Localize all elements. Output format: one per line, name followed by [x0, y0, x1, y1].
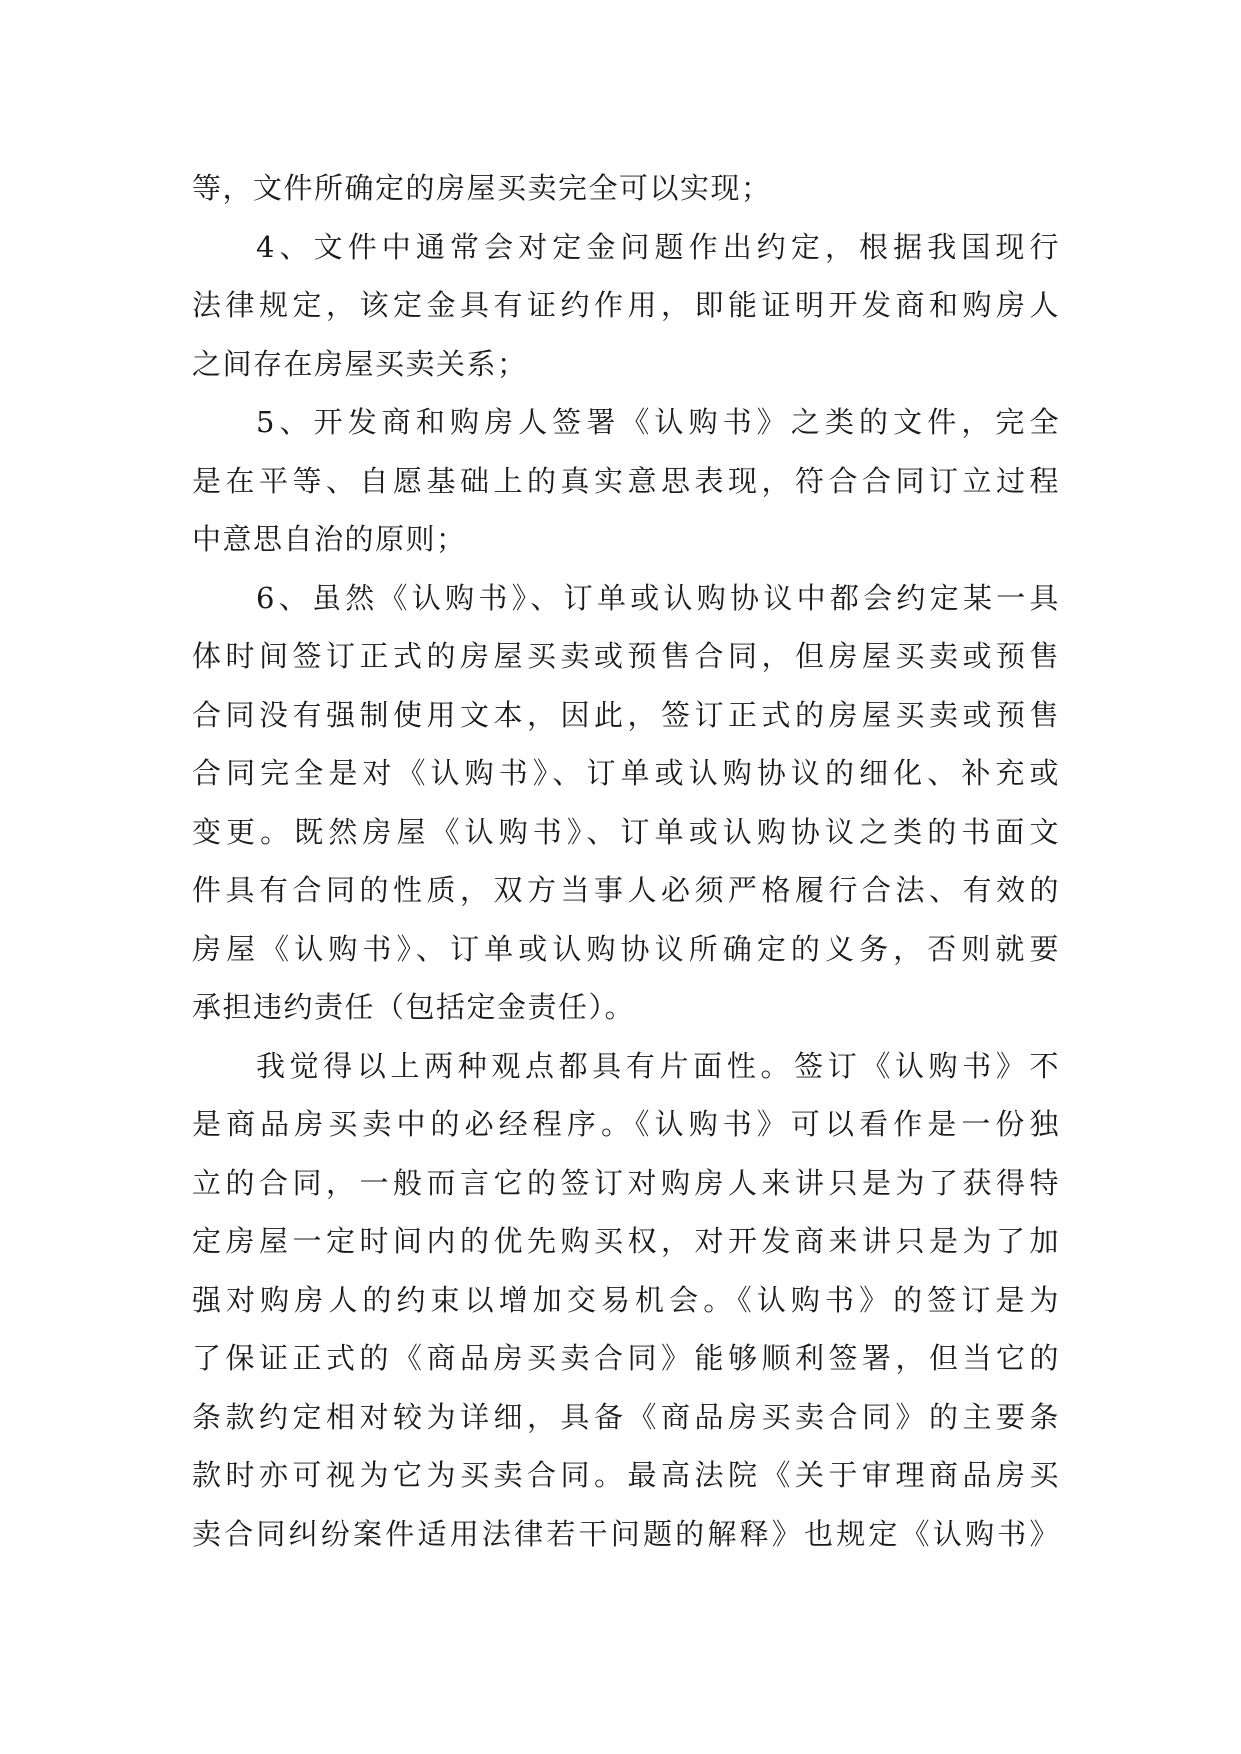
- text-line: 变更。既然房屋《认购书》、订单或认购协议之类的书面文: [192, 814, 1060, 849]
- text-line: 定房屋一定时间内的优先购买权，对开发商来讲只是为了加: [192, 1224, 1060, 1258]
- text-line: 件具有合同的性质，双方当事人必须严格履行合法、有效的: [192, 873, 1060, 907]
- text-line: 之间存在房屋买卖关系；: [192, 346, 528, 381]
- text-line: 强对购房人的约束以增加交易机会。《认购书》的签订是为: [192, 1282, 1060, 1317]
- text-line: 卖合同纠纷案件适用法律若干问题的解释》也规定《认购书》: [192, 1516, 1060, 1551]
- text-line: 体时间签订正式的房屋买卖或预售合同，但房屋买卖或预售: [192, 639, 1060, 673]
- text-line: 款时亦可视为它为买卖合同。最高法院《关于审理商品房买: [192, 1458, 1060, 1492]
- text-line: 6、虽然《认购书》、订单或认购协议中都会约定某一具: [256, 580, 1060, 615]
- text-line: 承担违约责任（包括定金责任）。: [192, 990, 636, 1024]
- text-line: 法律规定，该定金具有证约作用，即能证明开发商和购房人: [192, 288, 1060, 322]
- text-line: 是商品房买卖中的必经程序。《认购书》可以看作是一份独: [192, 1107, 1060, 1141]
- text-line: 立的合同，一般而言它的签订对购房人来讲只是为了获得特: [192, 1165, 1060, 1200]
- text-line: 等，文件所确定的房屋买卖完全可以实现；: [192, 171, 772, 205]
- text-line: 条款约定相对较为详细，具备《商品房买卖合同》的主要条: [192, 1399, 1060, 1434]
- text-line: 是在平等、自愿基础上的真实意思表现，符合合同订立过程: [192, 463, 1060, 498]
- text-line: 房屋《认购书》、订单或认购协议所确定的义务，否则就要: [192, 931, 1060, 966]
- text-line: 中意思自治的原则；: [192, 522, 467, 556]
- text-line: 5、开发商和购房人签署《认购书》之类的文件，完全: [256, 405, 1060, 439]
- text-line: 合同没有强制使用文本，因此，签订正式的房屋买卖或预售: [192, 697, 1060, 732]
- text-line: 我觉得以上两种观点都具有片面性。签订《认购书》不: [256, 1048, 1060, 1083]
- text-line: 合同完全是对《认购书》、订单或认购协议的细化、补充或: [192, 756, 1060, 790]
- text-line: 4、文件中通常会对定金问题作出约定，根据我国现行: [256, 229, 1060, 264]
- text-line: 了保证正式的《商品房买卖合同》能够顺利签署，但当它的: [192, 1341, 1060, 1375]
- body-text: [192, 159, 1060, 1563]
